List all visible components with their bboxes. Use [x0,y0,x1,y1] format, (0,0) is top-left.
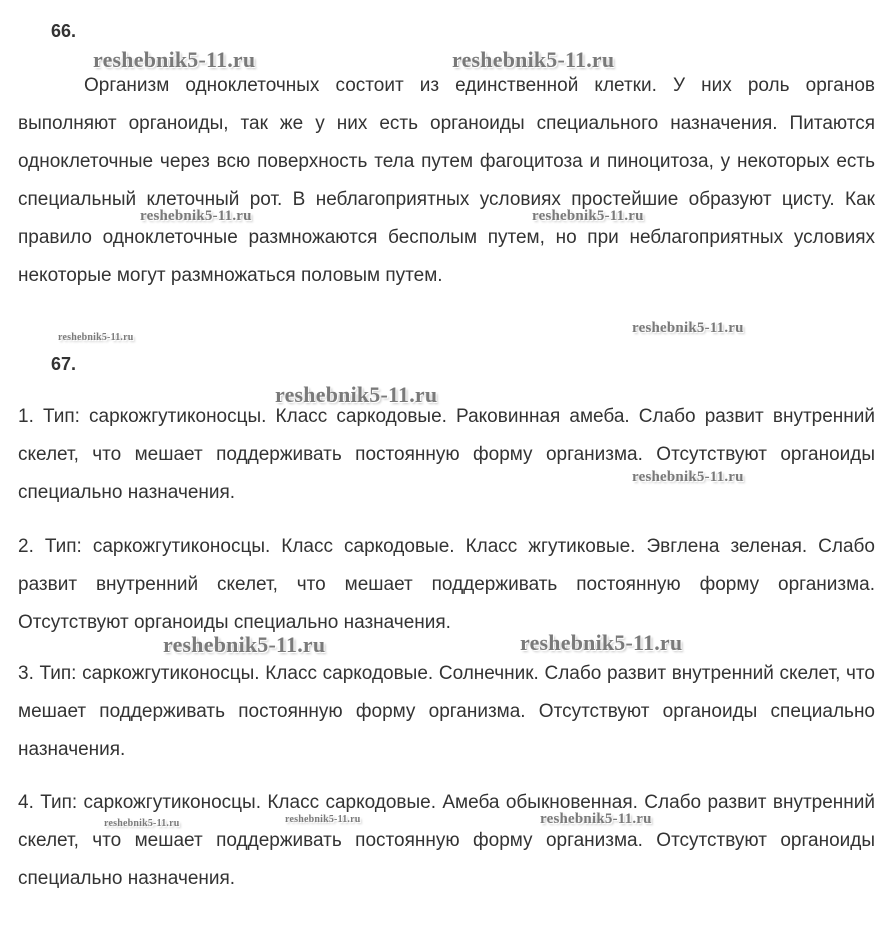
answer-66-paragraph: Организм одноклеточных состоит из единственной клетки. У них роль органов выполняют органоиды, так же у них есть органоиды специального назначения. Питаются одноклеточные через всю поверхность тела путем фагоцитоза и пиноцитоза, у некоторых есть специальный клеточный рот. В неблагоприятных условиях простейшие образуют цисту. Как правило одноклеточные размножаются бесполым путем, но при неблагоприятных условиях некоторые могут размножаться половым путем. [18,75,875,286]
watermark: reshebnik5-11.ru [285,814,361,825]
answer-67-item-2: 2. Тип: саркожгутиконосцы. Класс саркодовые. Класс жгутиковые. Эвглена зеленая. Слабо развит внутренний скелет, что мешает поддерживать постоянную форму организма. Отсутствуют органоиды специально назначения. [18,536,875,633]
watermark: reshebnik5-11.ru [140,208,252,224]
task-number-67: 67. [51,354,77,374]
watermark: reshebnik5-11.ru [520,630,683,655]
answer-67-item-3: 3. Тип: саркожгутиконосцы. Класс саркодовые. Солнечник. Слабо развит внутренний скелет, что мешает поддерживать постоянную форму организма. Отсутствуют органоиды специально назначения. [18,663,875,760]
watermark: reshebnik5-11.ru [632,320,744,336]
watermark: reshebnik5-11.ru [93,47,256,72]
watermark: reshebnik5-11.ru [532,208,644,224]
watermark: reshebnik5-11.ru [540,811,652,827]
answer-67-item-1: 1. Тип: саркожгутиконосцы. Класс саркодовые. Раковинная амеба. Слабо развит внутренний скелет, что мешает поддерживать постоянную форму организма. Отсутствуют органоиды специально назначения. [18,406,875,503]
watermark: reshebnik5-11.ru [452,47,615,72]
task-number-66: 66. [51,21,77,41]
watermark: reshebnik5-11.ru [632,469,744,485]
watermark: reshebnik5-11.ru [58,332,134,343]
watermark: reshebnik5-11.ru [104,818,180,829]
answer-67-item-4: 4. Тип: саркожгутиконосцы. Класс саркодовые. Амеба обыкновенная. Слабо развит внутренний скелет, что мешает поддерживать постоянную форму организма. Отсутствуют органоиды специально назначения. [18,792,875,889]
watermark: reshebnik5-11.ru [163,632,326,657]
watermark: reshebnik5-11.ru [275,382,438,407]
